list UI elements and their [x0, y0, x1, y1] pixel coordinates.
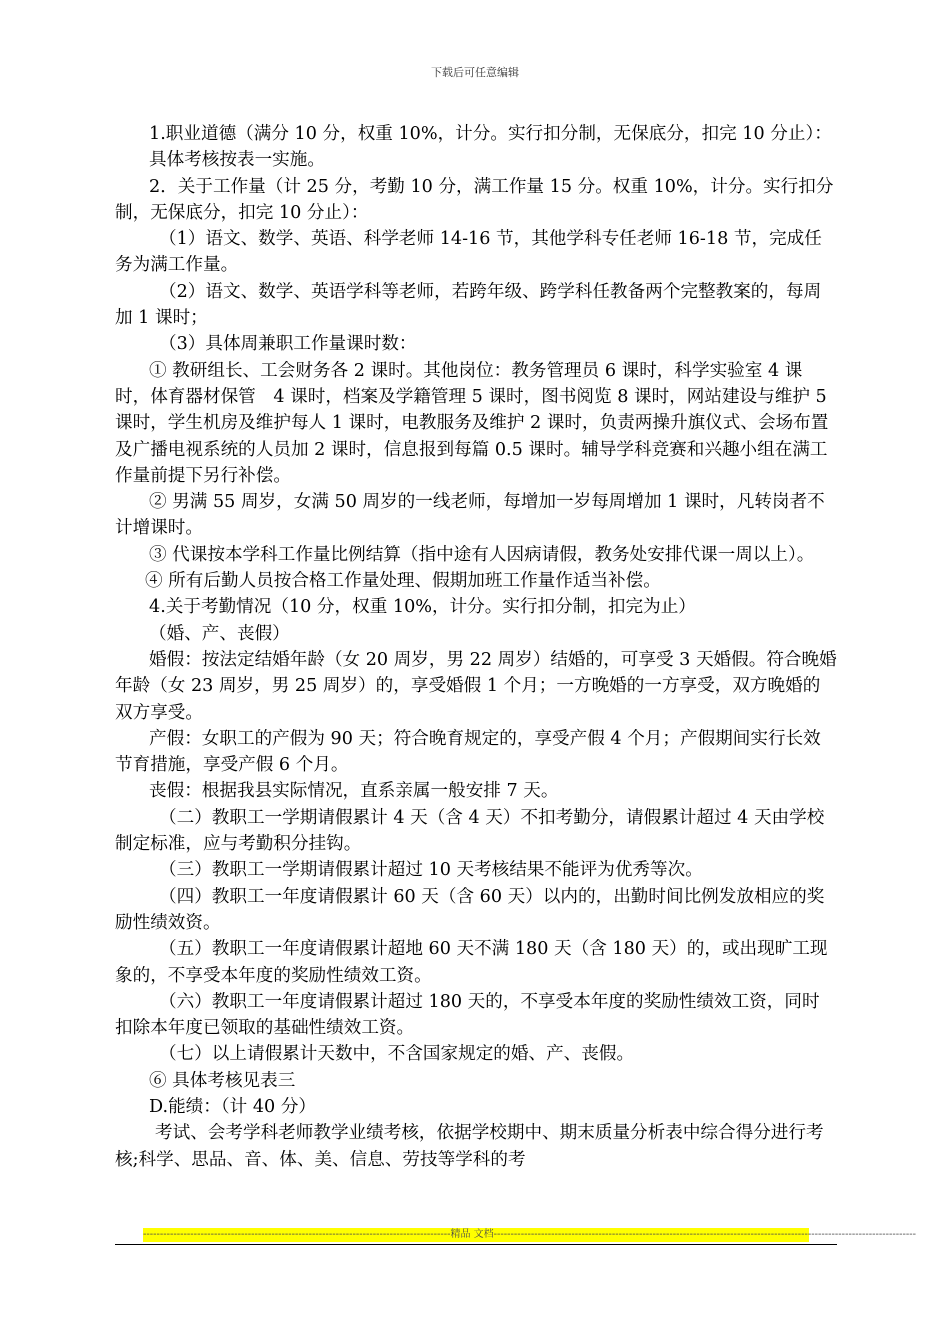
paragraph: 1.职业道德（满分 10 分，权重 10%，计分。实行扣分制，无保底分，扣完 10 分止）：: [149, 124, 832, 144]
paragraph: 产假：女职工的产假为 90 天；符合晚育规定的，享受产假 4 个月；产假期间实行长效节育措施，享受产假 6 个月。: [115, 728, 821, 776]
paragraph: ⑥ 具体考核见表三: [149, 1070, 296, 1091]
page-header: 下载后可任意编辑: [431, 66, 519, 79]
paragraph: （婚、产、丧假）: [149, 623, 290, 644]
paragraph: ① 教研组长、工会财务各 2 课时。其他岗位：教务管理员 6 课时，科学实验室 4 课时，体育器材保管 4 课时，档案及学籍管理 5 课时，图书阅览 8 课时，网站建设与维护 5 课时，学生机房及维护每人 1 课时，电教服务及维护 2 课时，负责两操升旗仪式、会场布置及广播电视系统的人员加 2 课时，信息报到每篇 0.5 课时。辅导学科竞赛和兴趣小组在满工作量前提下另行补偿。: [115, 360, 829, 486]
paragraph: ② 男满 55 周岁，女满 50 周岁的一线老师，每增加一岁每周增加 1 课时，凡转岗者不计增课时。: [115, 492, 825, 539]
paragraph: 考试、会考学科老师教学业绩考核，依据学校期中、期末质量分析表中综合得分进行考核;科学、思品、音、体、美、信息、劳技等学科的考: [115, 1123, 824, 1170]
paragraph: ③ 代课按本学科工作量比例结算（指中途有人因病请假，教务处安排代课一周以上）。: [149, 544, 815, 565]
paragraph: 婚假：按法定结婚年龄（女 20 周岁，男 22 周岁）结婚的，可享受 3 天婚假。符合晚婚年龄（女 23 周岁，男 25 周岁）的，享受婚假 1 个月；一方晚婚的一方享受，双方晚婚的双方享受。: [115, 649, 837, 723]
paragraph: 4.关于考勤情况（10 分，权重 10%，计分。实行扣分制，扣完为止）: [149, 597, 696, 618]
footer-banner: -------------------------------------------------------------------------------------------精品 文档-----------------------------------------------------------------------------------------------------------------------------: [143, 1229, 917, 1240]
paragraph: （五）教职工一年度请假累计超地 60 天不满 180 天（含 180 天）的，或出现旷工现象的，不享受本年度的奖励性绩效工资。: [115, 939, 828, 986]
paragraph: （三）教职工一学期请假累计超过 10 天考核结果不能评为优秀等次。: [159, 860, 703, 881]
paragraph: （七）以上请假累计天数中，不含国家规定的婚、产、丧假。: [159, 1044, 635, 1065]
footer-divider: [115, 1244, 837, 1245]
paragraph: （四）教职工一年度请假累计 60 天（含 60 天）以内的，出勤时间比例发放相应的奖励性绩效资。: [115, 886, 825, 933]
paragraph: （六）教职工一年度请假累计超过 180 天的，不享受本年度的奖励性绩效工资，同时扣除本年度已领取的基础性绩效工资。: [115, 991, 820, 1039]
paragraph: 丧假：根据我县实际情况，直系亲属一般安排 7 天。: [149, 781, 559, 802]
paragraph: （1）语文、数学、英语、科学老师 14-16 节，其他学科专任老师 16-18 节，完成任务为满工作量。: [115, 229, 822, 276]
paragraph: 具体考核按表一实施。: [149, 150, 325, 171]
document-body: [115, 121, 837, 1173]
paragraph: （2）语文、数学、英语学科等老师，若跨年级、跨学科任教备两个完整教案的，每周加 1 课时；: [115, 281, 822, 329]
paragraph: 2．关于工作量（计 25 分，考勤 10 分，满工作量 15 分。权重 10%，计分。实行扣分制，无保底分，扣完 10 分止）：: [115, 176, 834, 223]
paragraph: （二）教职工一学期请假累计 4 天（含 4 天）不扣考勤分，请假累计超过 4 天由学校制定标准，应与考勤积分挂钩。: [115, 807, 825, 855]
paragraph: D.能绩：（计 40 分）: [149, 1096, 317, 1117]
paragraph: （3）具体周兼职工作量课时数：: [159, 334, 417, 355]
paragraph: ④ 所有后勤人员按合格工作量处理、假期加班工作量作适当补偿。: [145, 571, 661, 592]
